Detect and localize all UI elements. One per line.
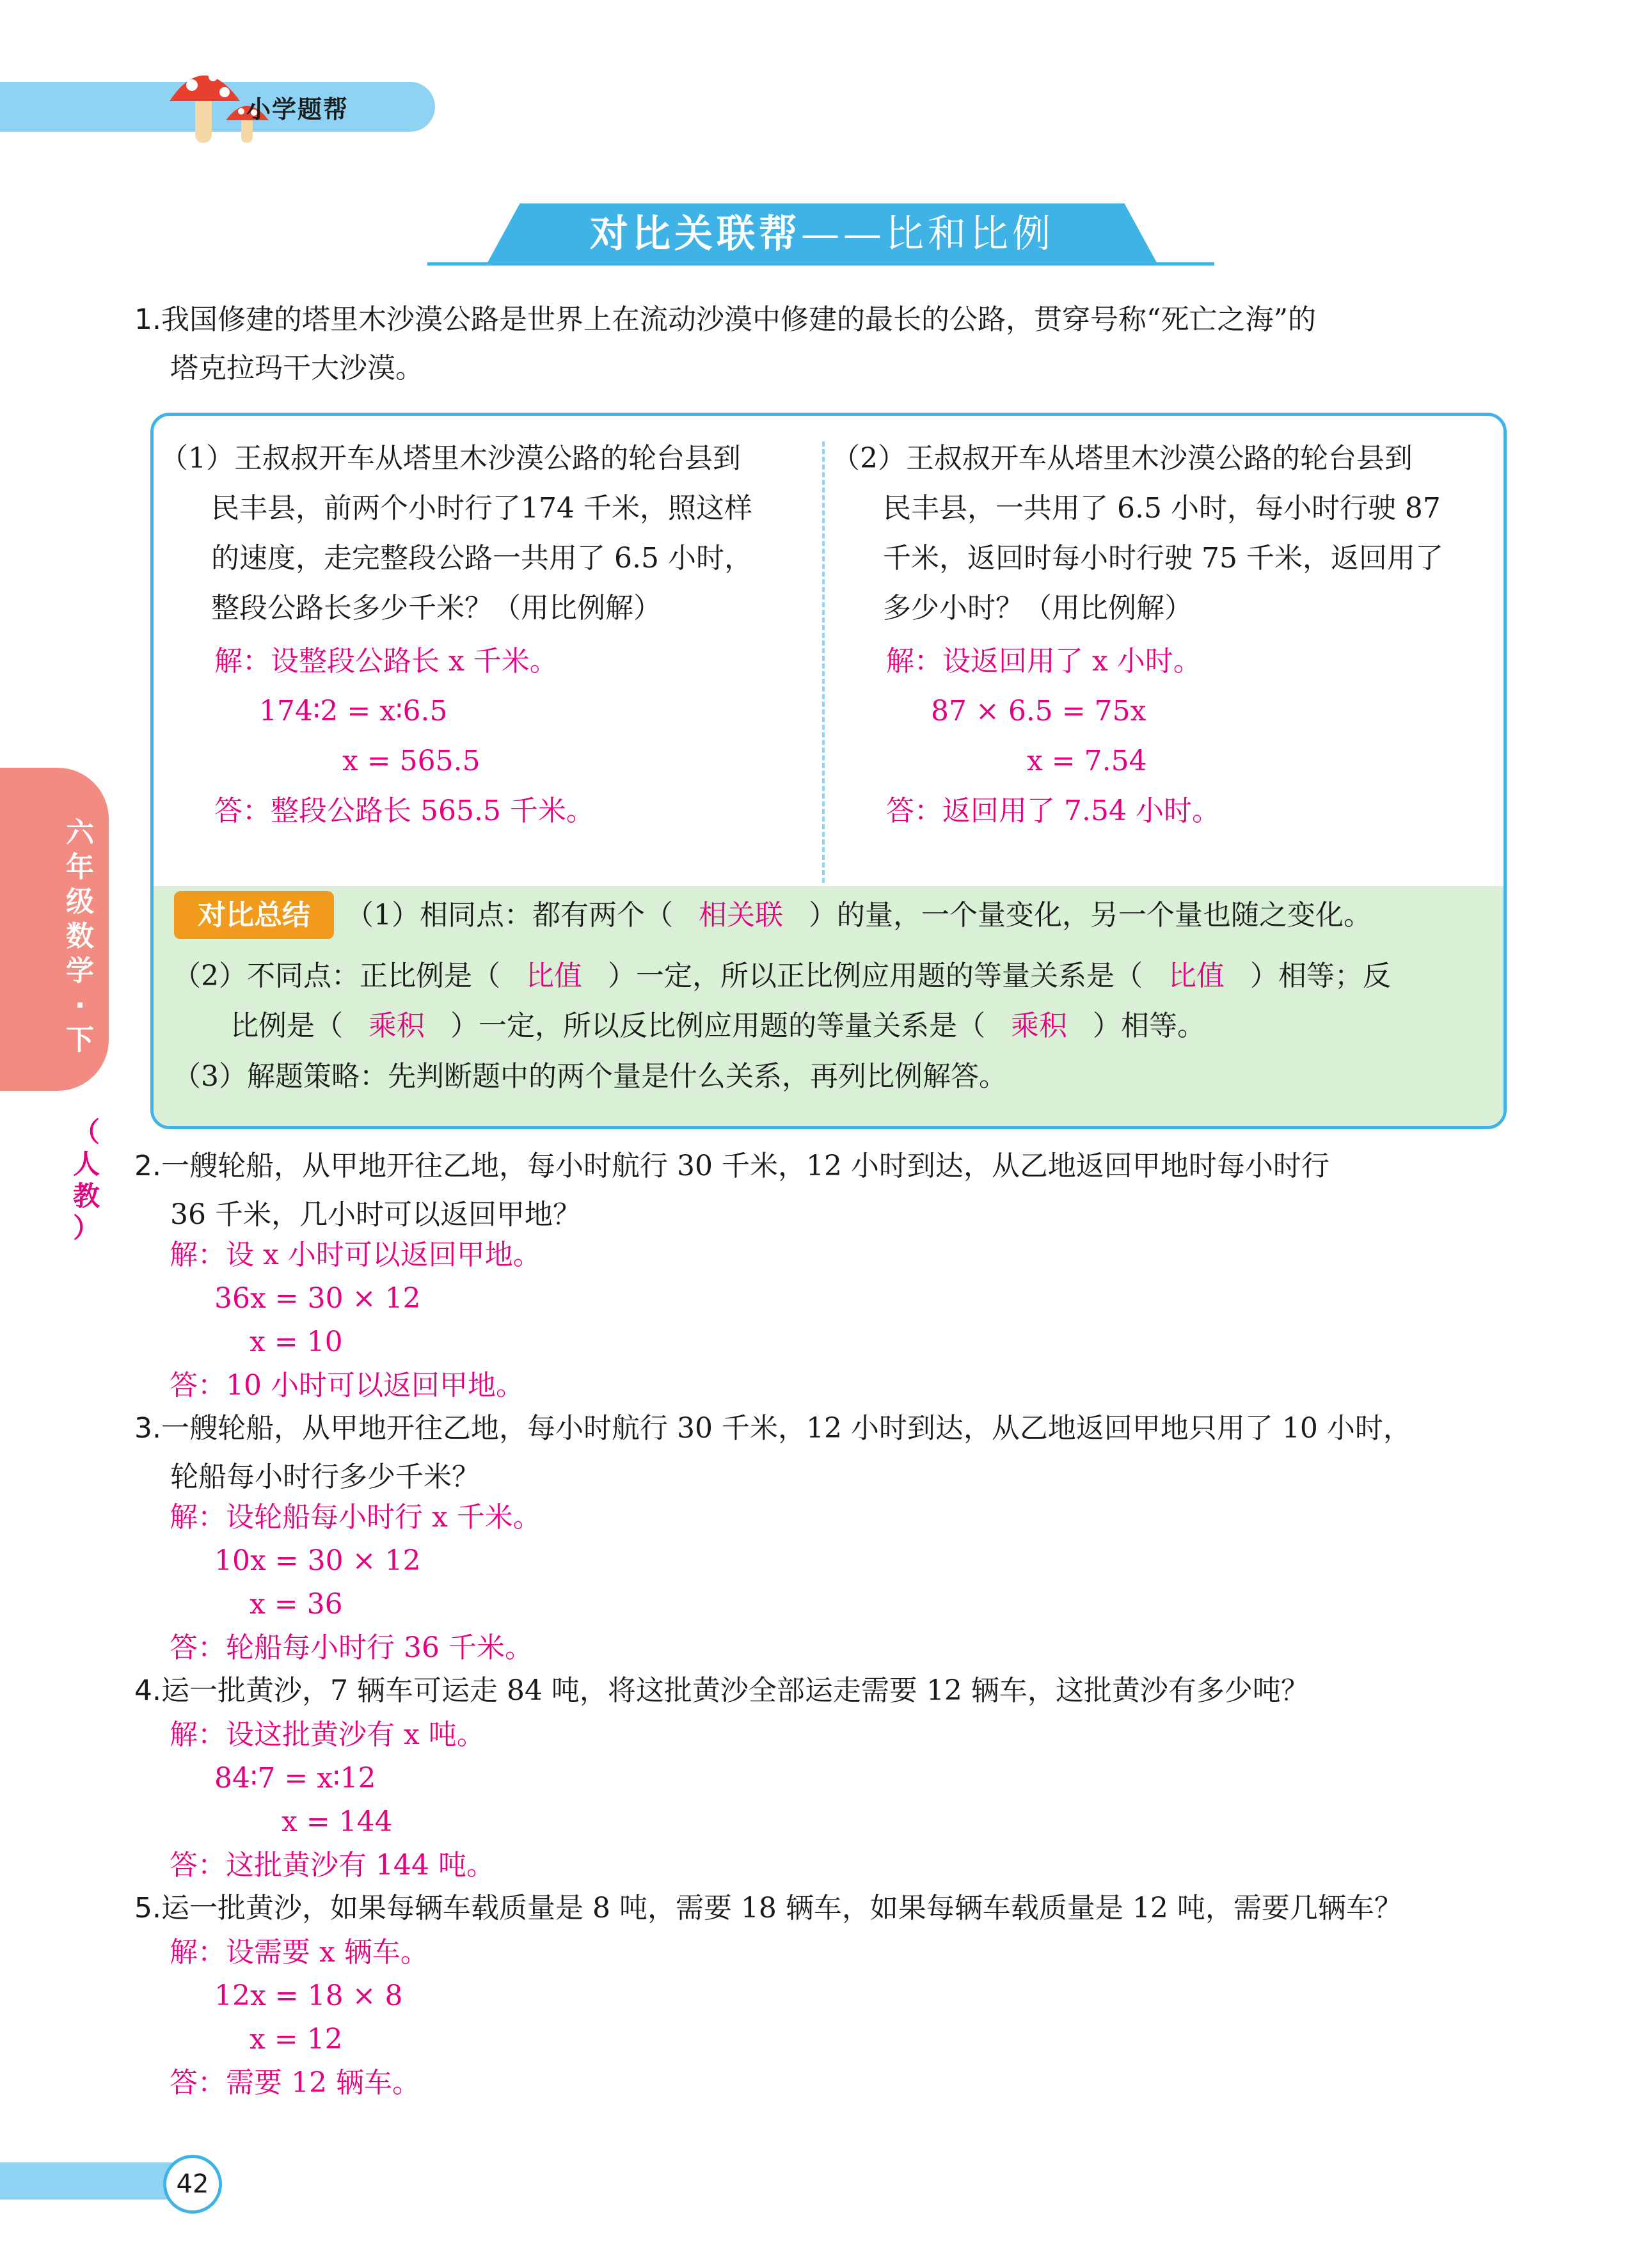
question-1: 1.我国修建的塔里木沙漠公路是世界上在流动沙漠中修建的最长的公路，贯穿号称“死亡之海”的 塔克拉玛干大沙漠。 [134, 303, 1316, 385]
q1-part-2-answer: 解：设返回用了 x 小时。 87 × 6.5 = 75x x = 7.54 答：返回用了 7.54 小时。 [886, 645, 1220, 827]
question-number: 1. [134, 303, 161, 336]
side-tab-edition: （ 人 教 ） [72, 1116, 100, 1244]
question-number: 4. [134, 1674, 161, 1707]
q1-part-1-answer: 解：设整段公路长 x 千米。 174∶2 = x∶6.5 x = 565.5 答：整段公路长 565.5 千米。 [214, 645, 594, 827]
question-number: 2. [134, 1150, 161, 1182]
q5-answer: 解：设需要 x 辆车。 12x = 18 × 8 x = 12 答：需要 12 辆车。 [170, 1936, 429, 2099]
brand-name: 小学题帮 [246, 95, 349, 123]
question-number: 5. [134, 1892, 161, 1924]
side-tab-grade: 六 年 级 数 学 · 下 [66, 816, 94, 1056]
page-title [486, 203, 1158, 265]
question-number: 3. [134, 1412, 161, 1445]
q4-answer: 解：设这批黄沙有 x 吨。 84∶7 = x∶12 x = 144 答：这批黄沙有 144 吨。 [170, 1718, 495, 1882]
question-2: 2.一艘轮船，从甲地开往乙地，每小时航行 30 千米，12 小时到达，从乙地返回甲地时每小时行 36 千米，几小时可以返回甲地？ [134, 1150, 1329, 1231]
q3-answer: 解：设轮船每小时行 x 千米。 10x = 30 × 12 x = 36 答：轮船每小时行 36 千米。 [170, 1501, 541, 1664]
q1-part-2: （2）王叔叔开车从塔里木沙漠公路的轮台县到 民丰县，一共用了 6.5 小时，每小时行驶 87 千米，返回时每小时行驶 75 千米，返回用了 多少小时？（用比例解） [832, 442, 1443, 624]
summary-line-2: （2）不同点：正比例是（ 比值 ）一定，所以正比例应用题的等量关系是（ 比值 ）相等；反 [173, 960, 1391, 992]
question-4: 4.运一批黄沙，7 辆车可运走 84 吨，将这批黄沙全部运走需要 12 辆车，这批黄沙有多少吨？ [134, 1674, 1309, 1707]
q2-answer: 解：设 x 小时可以返回甲地。 36x = 30 × 12 x = 10 答：10 小时可以返回甲地。 [170, 1239, 541, 1402]
summary-line-3: （3）解题策略：先判断题中的两个量是什么关系，再列比例解答。 [173, 1060, 1007, 1093]
summary-tag: 对比总结 [174, 891, 334, 939]
title-main: 对比关联帮 [590, 212, 801, 257]
summary-line-2b: 比例是（ 乘积 ）一定，所以反比例应用题的等量关系是（ 乘积 ）相等。 [230, 1010, 1205, 1042]
q1-part-1: （1）王叔叔开车从塔里木沙漠公路的轮台县到 民丰县，前两个小时行了174 千米，照这样 的速度，走完整段公路一共用了 6.5 小时， 整段公路长多少千米？（用比例解） [160, 442, 752, 624]
title-sub: 比和比例 [885, 212, 1054, 257]
title-dash: —— [801, 212, 885, 257]
question-3: 3.一艘轮船，从甲地开往乙地，每小时航行 30 千米，12 小时到达，从乙地返回甲地只用了 10 小时， 轮船每小时行多少千米？ [134, 1412, 1411, 1493]
question-5: 5.运一批黄沙，如果每辆车载质量是 8 吨，需要 18 辆车，如果每辆车载质量是 12 吨，需要几辆车？ [134, 1892, 1402, 1924]
box-divider [822, 441, 825, 883]
page-number: 42 [163, 2155, 222, 2214]
summary-line-1: （1）相同点：都有两个（ 相关联 ）的量，一个量变化，另一个量也随之变化。 [345, 899, 1372, 932]
